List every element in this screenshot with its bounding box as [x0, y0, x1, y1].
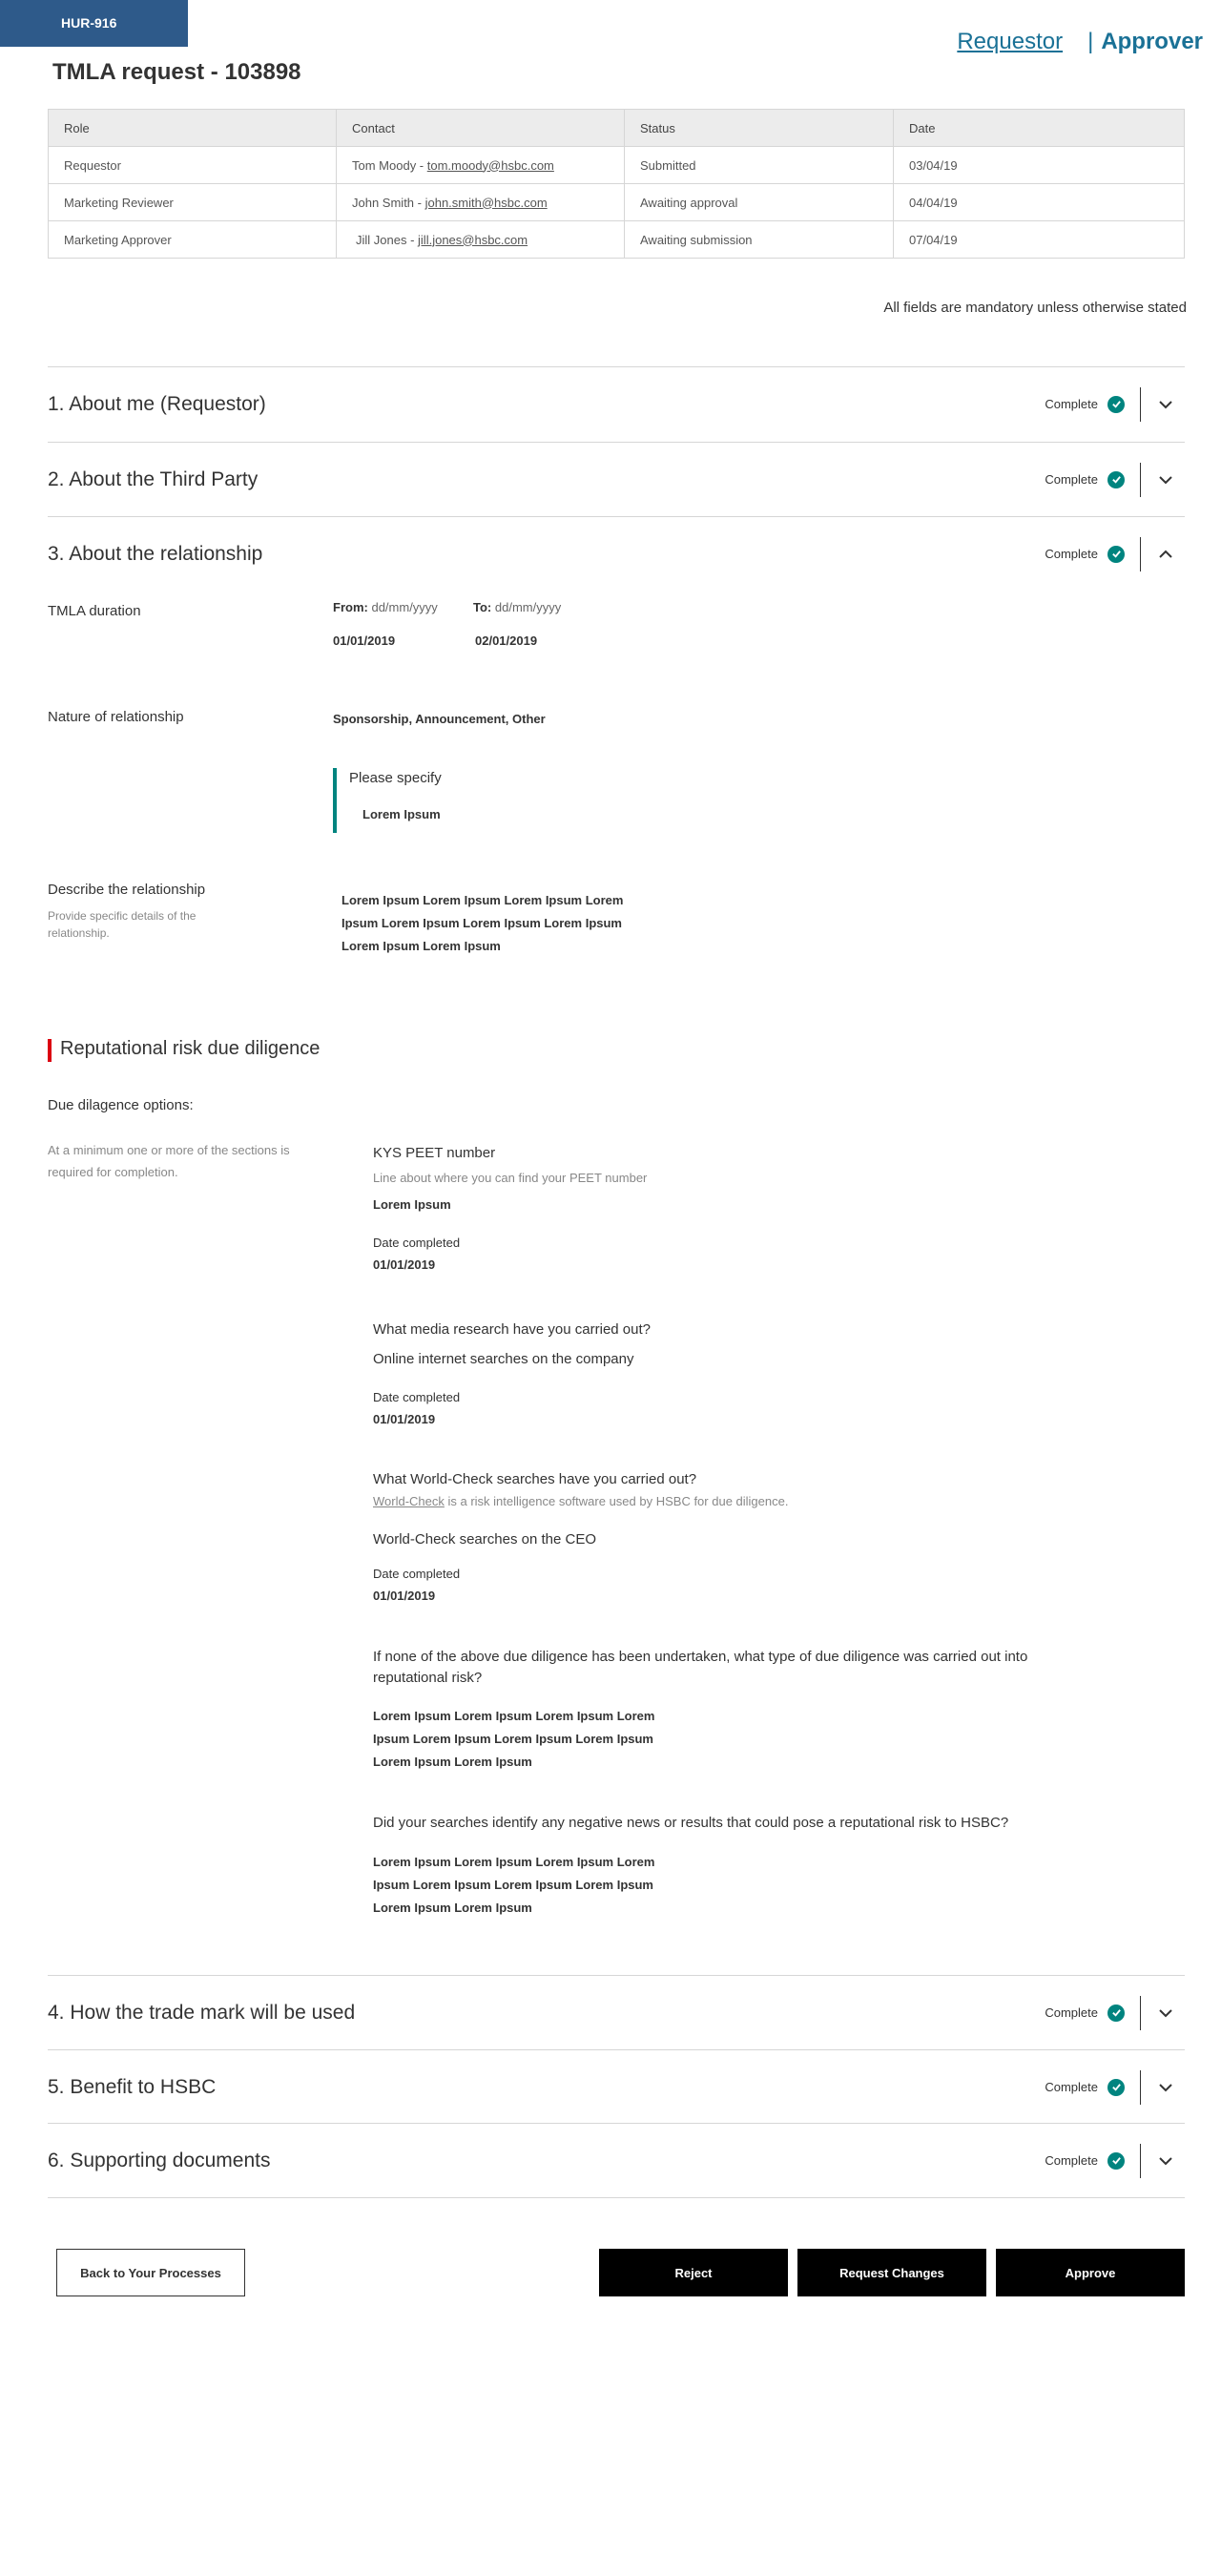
- table-row: [49, 147, 1185, 184]
- text-line: Lorem Ipsum Lorem Ipsum Lorem Ipsum Lorem: [341, 893, 624, 907]
- approver-link[interactable]: Approver: [1101, 29, 1203, 54]
- risk-accent-bar: [48, 1039, 52, 1062]
- from-date-caption: [333, 600, 438, 614]
- from-label: From:: [333, 600, 368, 614]
- peet-value: Lorem Ipsum: [373, 1197, 451, 1212]
- status-cell: Submitted: [625, 147, 894, 184]
- contact-cell: [337, 184, 625, 221]
- section-header-supporting-documents[interactable]: [48, 2123, 1185, 2197]
- world-check-date-value: 01/01/2019: [373, 1589, 436, 1603]
- approve-button[interactable]: Approve: [996, 2249, 1185, 2296]
- check-circle-icon: [1107, 2079, 1125, 2096]
- chevron-down-icon[interactable]: [1158, 2153, 1173, 2169]
- contact-cell: [337, 147, 625, 184]
- none-answer: [373, 1705, 654, 1774]
- text-line: Ipsum Lorem Ipsum Lorem Ipsum Lorem Ipsum: [341, 916, 622, 930]
- specify-accent-bar: [333, 768, 337, 833]
- specify-label: Please specify: [349, 770, 442, 786]
- specify-value: Lorem Ipsum: [362, 807, 441, 821]
- text-line: Lorem Ipsum Lorem Ipsum: [373, 1901, 532, 1915]
- contact-email-link[interactable]: jill.jones@hsbc.com: [418, 232, 528, 247]
- role-switch: [957, 29, 1203, 55]
- peet-question: KYS PEET number: [373, 1145, 496, 1161]
- chevron-down-icon[interactable]: [1158, 472, 1173, 488]
- column-header-contact: Contact: [337, 110, 625, 147]
- check-circle-icon: [1107, 471, 1125, 488]
- column-header-status: Status: [625, 110, 894, 147]
- contact-name: John Smith -: [352, 195, 425, 210]
- section-header-relationship[interactable]: [48, 516, 1185, 591]
- section-divider: [1140, 387, 1141, 422]
- world-check-question: What World-Check searches have you carried out?: [373, 1471, 697, 1487]
- to-date-value: 02/01/2019: [475, 634, 538, 648]
- to-date-caption: [473, 600, 561, 614]
- risk-section-title: Reputational risk due diligence: [60, 1038, 321, 1059]
- sections-bottom-divider: [48, 2197, 1185, 2198]
- to-placeholder: dd/mm/yyyy: [494, 600, 562, 614]
- world-check-value: World-Check searches on the CEO: [373, 1531, 596, 1548]
- contact-email-link[interactable]: tom.moody@hsbc.com: [426, 157, 554, 173]
- section-divider: [1140, 463, 1141, 497]
- date-cell: 07/04/19: [894, 221, 1185, 259]
- section-header-about-me[interactable]: [48, 366, 1185, 441]
- media-question: What media research have you carried out?: [373, 1321, 651, 1338]
- media-value: Online internet searches on the company: [373, 1351, 634, 1367]
- negative-news-answer: [373, 1851, 654, 1920]
- text-line: Lorem Ipsum Lorem Ipsum: [373, 1755, 532, 1769]
- text-line: Lorem Ipsum Lorem Ipsum Lorem Ipsum Lorem: [373, 1709, 655, 1723]
- options-hint: At a minimum one or more of the sections is required for completion.: [48, 1143, 290, 1179]
- nature-label: Nature of relationship: [48, 709, 184, 725]
- text-line: Lorem Ipsum Lorem Ipsum Lorem Ipsum Lorem: [373, 1855, 655, 1869]
- section-title: 4. How the trade mark will be used: [48, 2001, 356, 2024]
- contact-cell: [337, 221, 625, 259]
- describe-value: [341, 889, 623, 958]
- peet-hint: Line about where you can find your PEET number: [373, 1171, 648, 1185]
- section-title: 6. Supporting documents: [48, 2149, 271, 2171]
- page-title: TMLA request - 103898: [52, 59, 301, 85]
- reject-button[interactable]: Reject: [599, 2249, 788, 2296]
- role-cell: Marketing Approver: [49, 221, 337, 259]
- section-title: 1. About me (Requestor): [48, 392, 266, 415]
- column-header-role: Role: [49, 110, 337, 147]
- role-separator: |: [1087, 29, 1094, 54]
- roles-table: [48, 109, 1185, 259]
- status-cell: Awaiting approval: [625, 184, 894, 221]
- text-line: Ipsum Lorem Ipsum Lorem Ipsum Lorem Ipsum: [373, 1878, 653, 1892]
- section-title: 2. About the Third Party: [48, 467, 259, 490]
- section-status: Complete: [1045, 472, 1098, 487]
- chevron-down-icon[interactable]: [1158, 397, 1173, 412]
- section-divider: [1140, 2070, 1141, 2105]
- text-line: Ipsum Lorem Ipsum Lorem Ipsum Lorem Ipsum: [373, 1732, 653, 1746]
- date-completed-label: Date completed: [373, 1236, 461, 1250]
- text-line: Lorem Ipsum Lorem Ipsum: [341, 939, 501, 953]
- describe-label: Describe the relationship: [48, 882, 206, 898]
- section-divider: [1140, 537, 1141, 571]
- chevron-up-icon[interactable]: [1158, 547, 1173, 562]
- request-id-badge: HUR-916: [0, 0, 188, 47]
- table-row: [49, 221, 1185, 259]
- check-circle-icon: [1107, 546, 1125, 563]
- contact-name: Tom Moody -: [352, 157, 427, 173]
- section-status: Complete: [1045, 2153, 1098, 2168]
- describe-hint: Provide specific details of the relationship.: [48, 909, 197, 940]
- tmla-duration-label: TMLA duration: [48, 603, 141, 619]
- table-row: [49, 184, 1185, 221]
- section-title: 5. Benefit to HSBC: [48, 2075, 217, 2098]
- date-completed-label: Date completed: [373, 1567, 461, 1581]
- negative-news-question: Did your searches identify any negative news or results that could pose a reputational risk to HSBC?: [373, 1815, 1009, 1831]
- role-cell: Marketing Reviewer: [49, 184, 337, 221]
- from-placeholder: dd/mm/yyyy: [371, 600, 438, 614]
- none-question: If none of the above due diligence has been undertaken, what type of due diligence was carried out into reputational risk?: [373, 1649, 1028, 1686]
- section-header-third-party[interactable]: [48, 442, 1185, 516]
- chevron-down-icon[interactable]: [1158, 2080, 1173, 2095]
- date-cell: 04/04/19: [894, 184, 1185, 221]
- status-cell: Awaiting submission: [625, 221, 894, 259]
- world-check-hint: [373, 1494, 788, 1508]
- check-circle-icon: [1107, 2005, 1125, 2022]
- section-divider: [1140, 1996, 1141, 2030]
- section-status: Complete: [1045, 547, 1098, 561]
- column-header-date: Date: [894, 110, 1185, 147]
- options-label: Due dilagence options:: [48, 1097, 194, 1113]
- request-changes-button[interactable]: Request Changes: [797, 2249, 986, 2296]
- mandatory-note: All fields are mandatory unless otherwise stated: [883, 300, 1187, 316]
- table-header-row: [49, 110, 1185, 147]
- section-status: Complete: [1045, 2005, 1098, 2020]
- media-date-value: 01/01/2019: [373, 1412, 436, 1426]
- from-date-value: 01/01/2019: [333, 634, 396, 648]
- check-circle-icon: [1107, 396, 1125, 413]
- section-status: Complete: [1045, 2080, 1098, 2094]
- date-cell: 03/04/19: [894, 147, 1185, 184]
- section-status: Complete: [1045, 397, 1098, 411]
- nature-value: Sponsorship, Announcement, Other: [333, 712, 546, 726]
- date-completed-label: Date completed: [373, 1390, 461, 1404]
- chevron-down-icon[interactable]: [1158, 2005, 1173, 2021]
- section-header-benefit[interactable]: [48, 2049, 1185, 2124]
- section-title: 3. About the relationship: [48, 542, 263, 565]
- check-circle-icon: [1107, 2152, 1125, 2170]
- peet-date-value: 01/01/2019: [373, 1257, 436, 1272]
- section-header-trade-mark-use[interactable]: [48, 1975, 1185, 2049]
- world-check-link[interactable]: World-Check: [373, 1494, 445, 1508]
- back-to-processes-button[interactable]: Back to Your Processes: [56, 2249, 245, 2296]
- section-divider: [1140, 2144, 1141, 2178]
- requestor-link[interactable]: Requestor: [957, 29, 1064, 54]
- to-label: To:: [473, 600, 492, 614]
- contact-name: Jill Jones -: [356, 232, 419, 247]
- role-cell: Requestor: [49, 147, 337, 184]
- world-check-hint-text: is a risk intelligence software used by HSBC for due diligence.: [444, 1494, 789, 1508]
- contact-email-link[interactable]: john.smith@hsbc.com: [424, 195, 548, 210]
